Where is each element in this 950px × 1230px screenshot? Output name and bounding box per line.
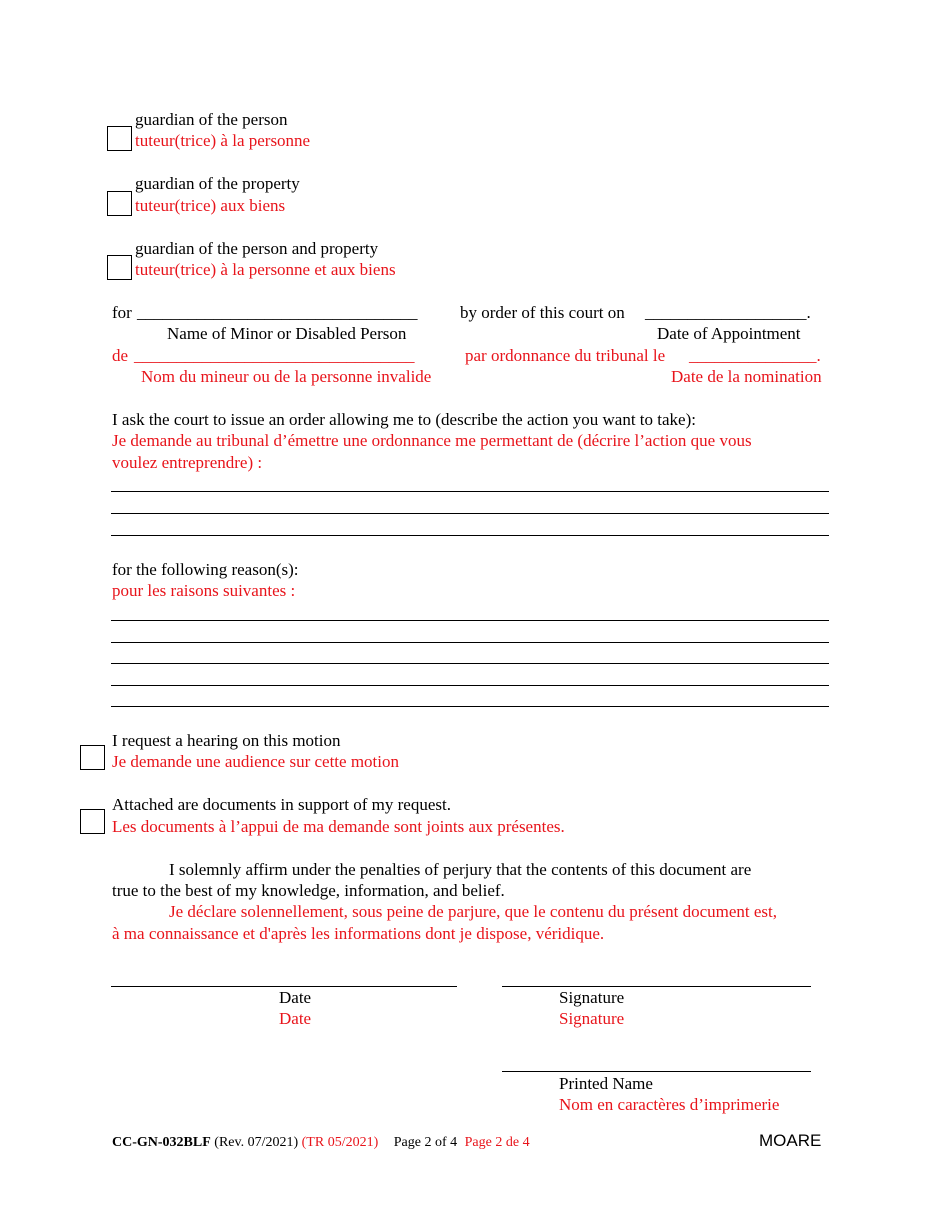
appointment-date-field[interactable]: ___________________. — [645, 303, 811, 322]
guardian-property-checkbox[interactable] — [107, 191, 132, 216]
par-ordonnance-label: par ordonnance du tribunal le — [465, 346, 666, 365]
appointment-date-caption: Date of Appointment — [657, 324, 801, 343]
form-code: CC-GN-032BLF — [112, 1135, 211, 1150]
reasons-label: for the following reason(s): — [112, 560, 299, 579]
printed-name-line[interactable] — [502, 1071, 811, 1072]
request-line-2[interactable] — [111, 513, 829, 514]
attached-documents-checkbox[interactable] — [80, 809, 105, 834]
hearing-checkbox[interactable] — [80, 745, 105, 770]
reason-line-3[interactable] — [111, 663, 829, 664]
hearing-label: I request a hearing on this motion — [112, 731, 341, 750]
reason-line-1[interactable] — [111, 620, 829, 621]
signature-line[interactable] — [502, 986, 811, 987]
printed-name-caption-fr: Nom en caractères d’imprimerie — [559, 1095, 780, 1114]
page-number-fr: Page 2 de 4 — [464, 1135, 530, 1150]
guardian-person-label-fr: tuteur(trice) à la personne — [135, 131, 311, 150]
affirmation-line-1: I solemnly affirm under the penalties of perjury that the contents of this document are — [169, 860, 752, 879]
appointment-date-caption-fr: Date de la nomination — [671, 367, 822, 386]
request-label-fr-2: voulez entreprendre) : — [112, 453, 263, 472]
reasons-label-fr: pour les raisons suivantes : — [112, 581, 296, 600]
hearing-label-fr: Je demande une audience sur cette motion — [112, 752, 399, 771]
printed-name-caption: Printed Name — [559, 1074, 653, 1093]
date-caption: Date — [279, 988, 312, 1007]
attached-label: Attached are documents in support of my request. — [112, 795, 451, 814]
guardian-property-label-fr: tuteur(trice) aux biens — [135, 196, 286, 215]
minor-name-field[interactable]: _________________________________ — [137, 303, 418, 322]
reason-line-4[interactable] — [111, 685, 829, 686]
guardian-person-label: guardian of the person — [135, 110, 288, 129]
minor-name-field-fr[interactable]: _________________________________ — [134, 346, 415, 365]
request-line-3[interactable] — [111, 535, 829, 536]
guardian-person-property-checkbox[interactable] — [107, 255, 132, 280]
by-order-label: by order of this court on — [460, 303, 625, 322]
for-label: for — [112, 303, 132, 322]
request-line-1[interactable] — [111, 491, 829, 492]
moare-label: MOARE — [759, 1131, 822, 1150]
affirmation-line-1-fr: Je déclare solennellement, sous peine de parjure, que le contenu du présent document est, — [169, 902, 778, 921]
guardian-person-property-label-fr: tuteur(trice) à la personne et aux biens — [135, 260, 396, 279]
reason-line-5[interactable] — [111, 706, 829, 707]
guardian-person-property-label: guardian of the person and property — [135, 239, 379, 258]
revision: (Rev. 07/2021) — [214, 1135, 299, 1150]
date-caption-fr: Date — [279, 1009, 312, 1028]
minor-name-caption: Name of Minor or Disabled Person — [167, 324, 407, 343]
signature-caption-fr: Signature — [559, 1009, 625, 1028]
appointment-date-field-fr[interactable]: _______________. — [689, 346, 821, 365]
reason-line-2[interactable] — [111, 642, 829, 643]
translation-revision: (TR 05/2021) — [301, 1135, 379, 1150]
affirmation-line-2-fr: à ma connaissance et d'après les informations dont je dispose, véridique. — [112, 924, 605, 943]
affirmation-line-2: true to the best of my knowledge, information, and belief. — [112, 881, 505, 900]
guardian-property-label: guardian of the property — [135, 174, 300, 193]
guardian-person-checkbox[interactable] — [107, 126, 132, 151]
request-label: I ask the court to issue an order allowing me to (describe the action you want to take): — [112, 410, 696, 429]
request-label-fr-1: Je demande au tribunal d’émettre une ordonnance me permettant de (décrire l’action que vous — [112, 431, 752, 450]
attached-label-fr: Les documents à l’appui de ma demande sont joints aux présentes. — [112, 817, 565, 836]
signature-caption: Signature — [559, 988, 625, 1007]
footer — [112, 1135, 530, 1151]
page-number: Page 2 of 4 — [393, 1135, 458, 1150]
de-label: de — [112, 346, 129, 365]
minor-name-caption-fr: Nom du mineur ou de la personne invalide — [141, 367, 432, 386]
